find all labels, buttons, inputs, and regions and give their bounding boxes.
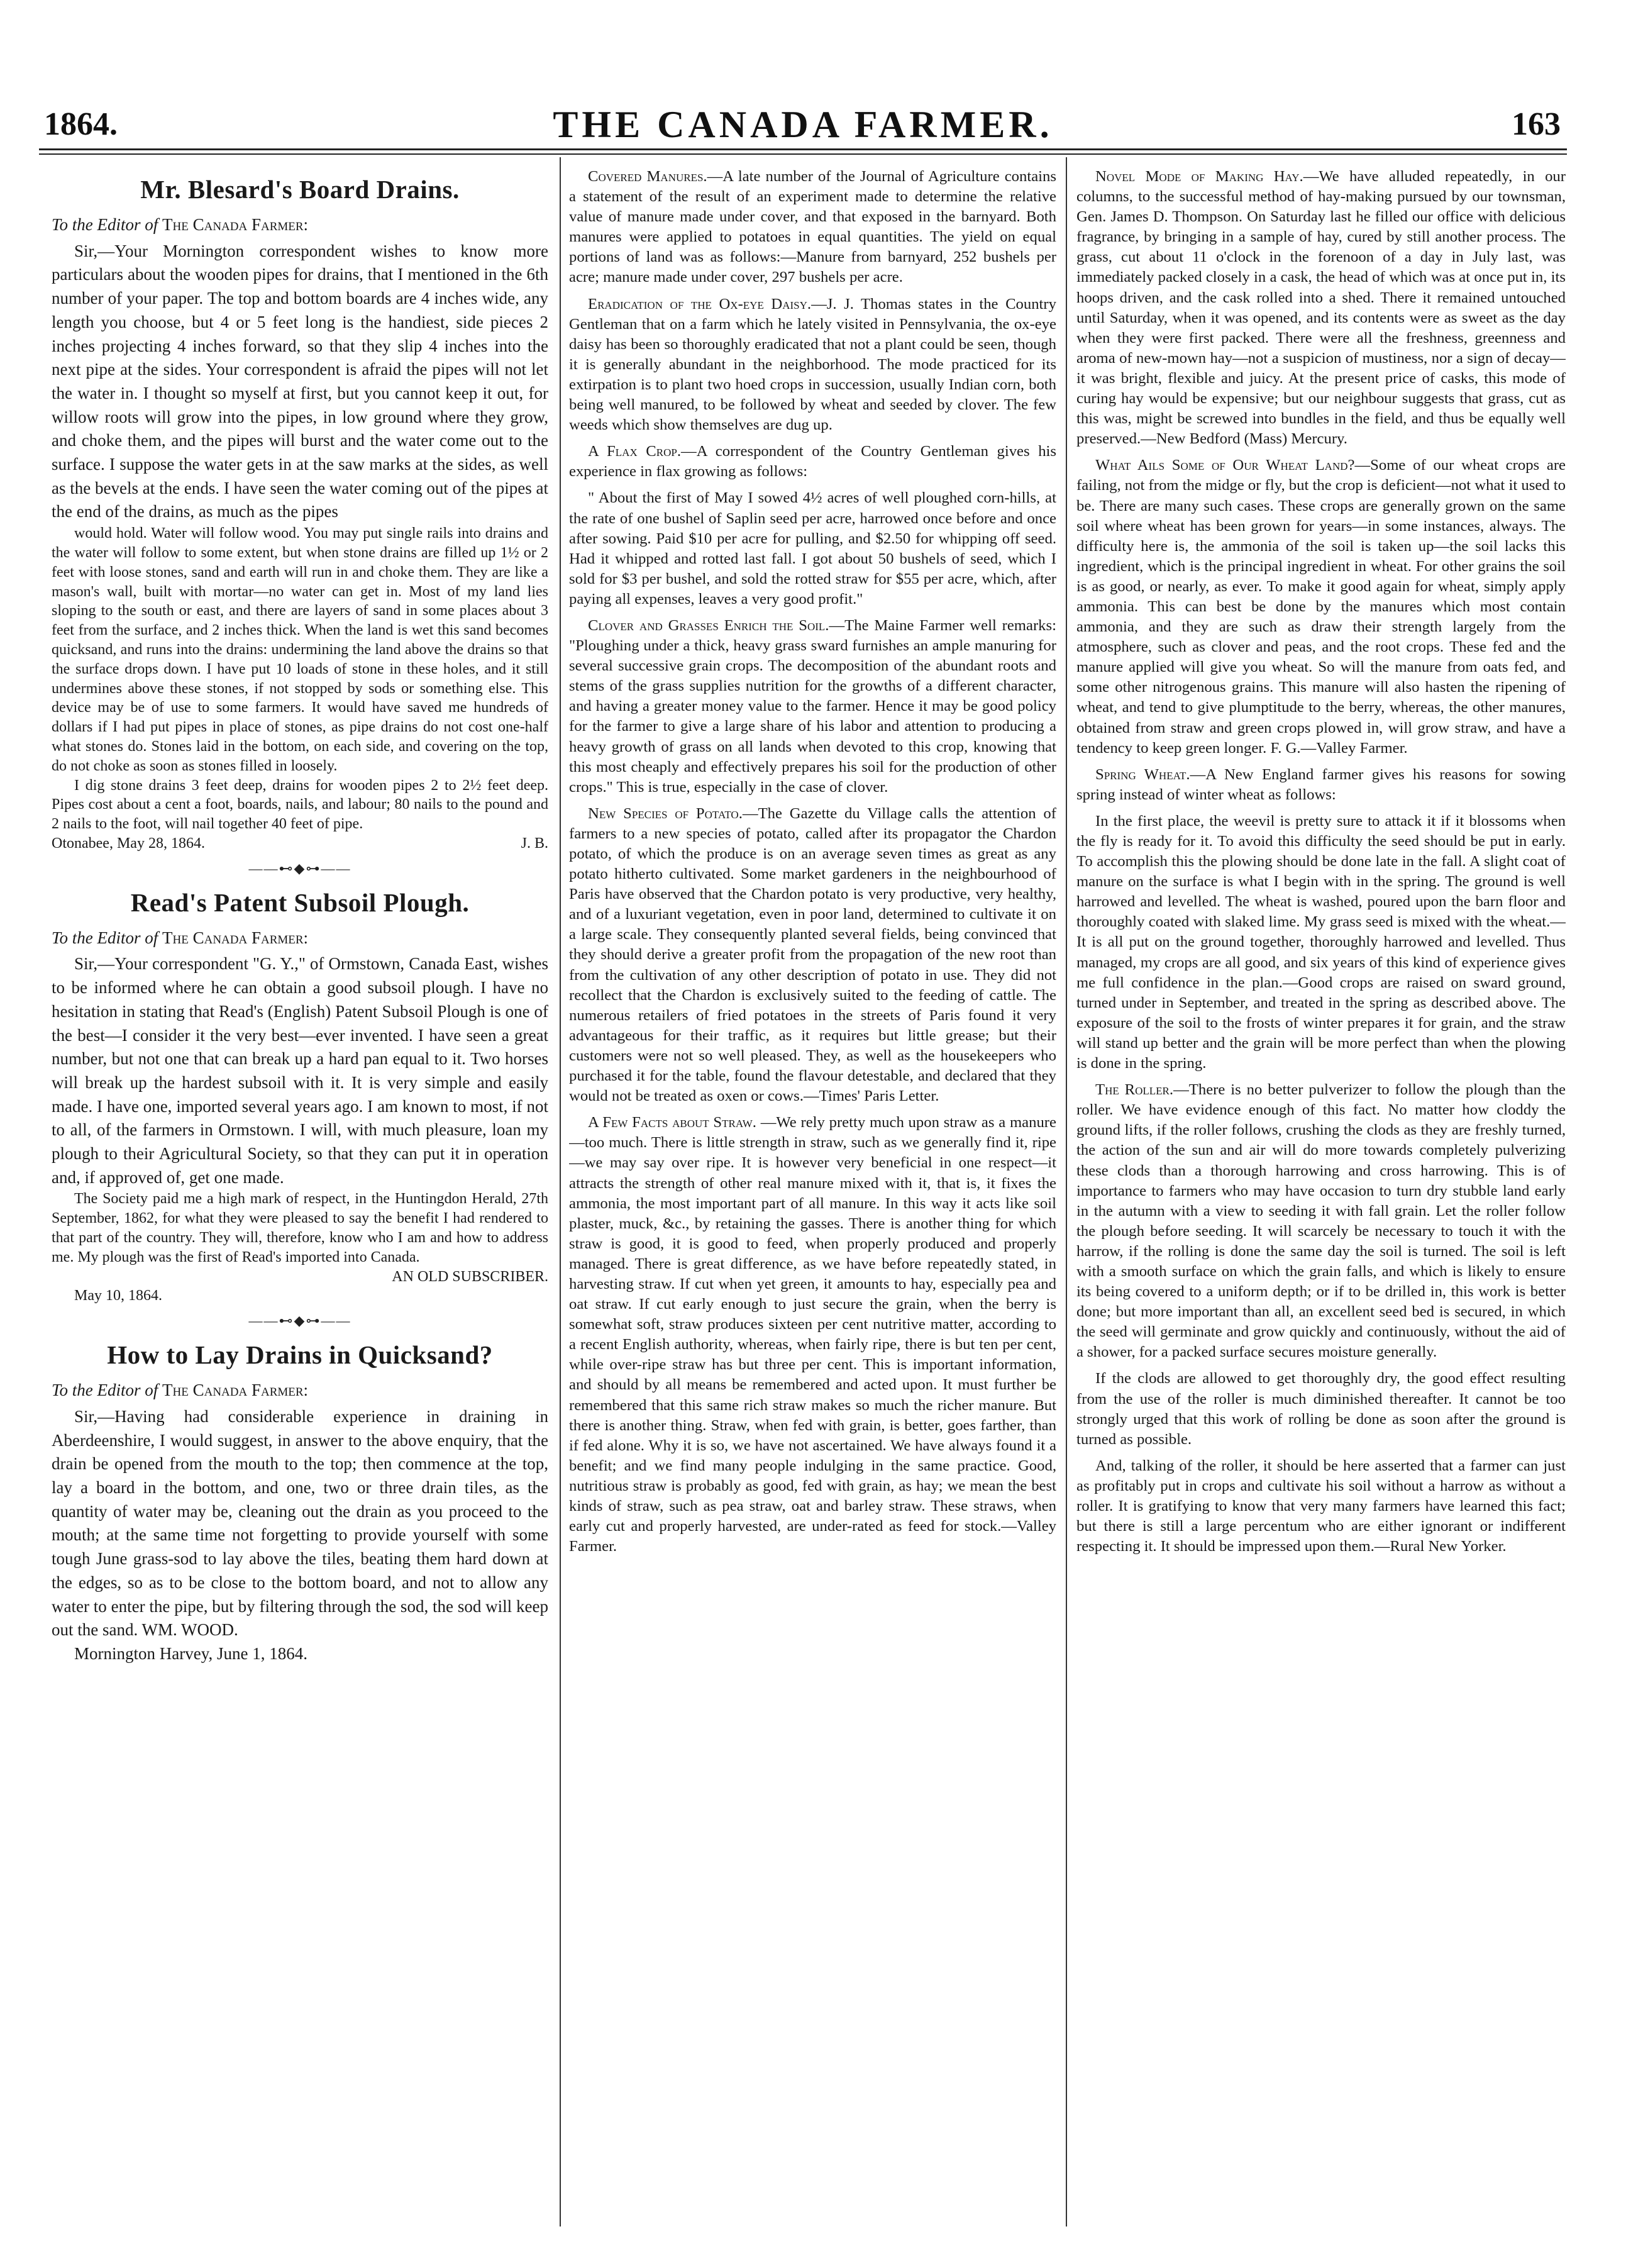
issue-year: 1864.	[44, 106, 118, 142]
paragraph: Sir,—Your Mornington correspondent wishes to know more particulars about the wooden pipes for drains, that I mentioned in the 6th number of your paper. The top and bottom boards are 4 inches wide, any length you choose, but 4 or 5 feet long is the handiest, side pieces 2 inches projecting 4 inches forward, so that they slip 4 inches into the next pipe at the sides. Your correspondent is afraid the pipes will not let the water in. I thought so myself at first, but you cannot keep it out, for willow roots will grow into the pipes, in low ground where they grow, and choke them, and the pipes will burst and the water come out to the surface. I suppose the water gets in at the saw marks at the sides, as well as the bevels at the ends. I have seen the water coming out of the pipes at the end of the drains, as much as the pipes	[52, 241, 548, 521]
article-heading: Read's Patent Subsoil Plough.	[130, 887, 470, 917]
column-divider	[560, 157, 561, 2226]
column-divider	[1066, 157, 1067, 2226]
paragraph: And, talking of the roller, it should be here asserted that a farmer can just as profitably put in crops and cultivate his soil without a harrow as without a roller. It is gratifying to know that very many farmers have learned this fact; but there is still a large percentum who are either ignorant or indifferent respecting it. It should be impressed upon them.—Rural New Yorker.	[1076, 1457, 1566, 1555]
paragraph: Sir,—Having had considerable experience in draining in Aberdeenshire, I would suggest, in answer to the above enquiry, that the drain be opened from the mouth to the top; then commence at the top, lay a board in the bottom, and one, two or three drain tiles, as the quantity of water may be, cleaning out the drain as you proceed to the mouth; at the same time not forgetting to provide yourself with some tough June grass-sod to lay above the tiles, beating them hard down at the edges, so as to be close to the bottom board, and not to allow any water to enter the pipe, but by filtering through the sod, the sod will keep out the sand. WM. WOOD.	[52, 1406, 548, 1640]
header-rule-thick	[39, 148, 1567, 150]
paragraph: New Species of Potato.—The Gazette du Village calls the attention of farmers to a new species of potato, called after its propagator the Chardon potato, of which the produce is on an average seven times as great as any potato hitherto cultivated. Some market gardeners in the neighbourhood of Paris have observed that the Chardon potato is very productive, very healthy, and of a luxuriant vegetation, even in poor land, determined to cultivate it on a large scale. They consequently planted several fields, being convinced that they should derive a greater profit from the propagation of the new root than from the cultivation of any other description of potato in use. They did not recollect that the Chardon is exclusively suited to the feeding of cattle. The numerous retailers of fried potatoes in the streets of Paris found it very advantageous for their traffic, as it requires but little grease; but their customers were not so well pleased. They, as well as the housekeepers who purchased it for the table, found the flavour detestable, and declared that they would not be treated as oxen or cows.—Times' Paris Letter.	[569, 804, 1056, 1105]
paragraph: Sir,—Your correspondent "G. Y.," of Ormstown, Canada East, wishes to be informed where he can obtain a good subsoil plough. I have no hesitation in stating that Read's (English) Patent Subsoil Plough is one of the best—I consider it the very best—ever invented. I have seen a great number, but not one that can break up a hard pan equal to it. Two horses will break up the hardest subsoil with it. It is very simple and easily made. I have one, imported several years ago. I am known to most, if not to all, of the farmers in Ormstown. I will, with much pleasure, loan my plough to their Agricultural Society, so that they can put it in operation and, if approved of, get one made.	[52, 954, 548, 1187]
ornament-divider: ——⊷◆⊶——	[248, 860, 351, 876]
paragraph: I dig stone drains 3 feet deep, drains for wooden pipes 2 to 2½ feet deep. Pipes cost about a cent a foot, boards, nails, and labour; 80 nails to the pound and 2 nails to the foot, will nail together 40 feet of pipe.	[52, 777, 548, 833]
letter-salutation: To the Editor of The Canada Farmer:	[52, 1381, 309, 1400]
paragraph: Clover and Grasses Enrich the Soil.—The Maine Farmer well remarks: "Ploughing under a thick, heavy grass sward furnishes an ample manuring for several successive grain crops. The decomposition of the abundant roots and stems of the grass supplies nutrition for the growths of a different character, and having a greater money value to the farmer. Hence it may be good policy for the farmer to give a large share of his labor and attention to producing a heavy growth of grass on all lands when devoted to this crop, knowing that this most cheaply and effectively prepares his soil for the production of other crops." This is true, especially in the case of clover.	[569, 616, 1056, 796]
signature-line: Otonabee, May 28, 1864. J. B.	[52, 835, 548, 852]
article-heading: Mr. Blesard's Board Drains.	[140, 175, 460, 204]
paragraph: Novel Mode of Making Hay.—We have alluded repeatedly, in our columns, to the successful method of hay-making pursued by our townsman, Gen. James D. Thompson. On Saturday last he filled our office with delicious fragrance, by bringing in a sample of hay, cured by still another process. The grass, cut about 11 o'clock in the forenoon of a day in July last, was immediately packed closely in a cask, the head of which was at once put in, its hoops driven, and the cask rolled into a shed. There it remained untouched until Saturday, when it was opened, and its contents were as sweet as the day when they were first packed. There were all the freshness, greenness and aroma of new-mown hay—not a suspicion of mustiness, nor a sign of decay—it was bright, flexible and juicy. At the present price of casks, this mode of curing hay would be expensive; but our neighbour suggests that grass, cut as this was, might be screwed into bundles in the field, and thus be equally well preserved.—New Bedford (Mass) Mercury.	[1076, 168, 1566, 448]
article-heading: How to Lay Drains in Quicksand?	[107, 1340, 493, 1370]
quoted-passage: " About the first of May I sowed 4½ acres of well ploughed corn-hills, at the rate of one bushel of Saplin seed per acre, harrowed once before and once after sowing. Paid $10 per acre for pulling, and $2.50 for whipping off seed. Had it whipped and rotted last fall. I got about 50 bushels of seed, which I sold for $3 per bushel, and sold the rotted straw for $55 per acre, which, after paying all expenses, leaves a very good profit."	[569, 489, 1056, 608]
paragraph: A Few Facts about Straw. —We rely pretty much upon straw as a manure—too much. There is little strength in straw, such as we generally find it, ripe—we may say over ripe. It is however very beneficial in one respect—it attracts the strength of other real manure mixed with it, that is, it fixes the ammonia, the most important part of all manure. In this way it acts like soil plaster, muck, &c., by retaining the gasses. There is another thing for which straw is good, it is good to feed, when properly produced and properly managed. There is great difference, as we have before repeatedly stated, in harvesting straw. If cut when yet green, it amounts to hay, especially pea and oat straw. If cut early enough to just secure the grain, when the berry is somewhat soft, straw produces sixteen per cent nutritive matter, according to a recent English authority, whereas, when fairly ripe, there is but ten per cent, while over-ripe straw has but three per cent. This is important information, and should by all means be remembered and acted upon. It must further be remembered that this same rich straw makes so much the richer manure. But there is another thing. Straw, when fed with grain, is better, goes farther, than if fed alone. Why it is so, we have not ascertained. We have always found it a benefit; and we find many people indulging in the same practice. Good, nutritious straw is probably as good, fed with grain, as hay; we mean the best kinds of straw, such as pea straw, oat and barley straw. These straws, when early cut and properly harvested, are under-rated as feed for stock.—Valley Farmer.	[569, 1114, 1056, 1555]
letter-salutation: To the Editor of The Canada Farmer:	[52, 215, 309, 234]
column-2	[569, 167, 1056, 2217]
dateline: May 10, 1864.	[74, 1287, 162, 1304]
ornament-divider: ——⊷◆⊶——	[248, 1313, 351, 1329]
paragraph: The Roller.—There is no better pulverizer to follow the plough than the roller. We have evidence enough of this fact. No matter how cloddy the ground lifts, if the roller follows, crushing the clods as they are freshly turned, the action of the sun and air will do more towards completely pulverizing these clods than a thorough harrowing and cross harrowing. This is of importance to farmers who may have occasion to turn dry stubble land early in the autumn with a view to seeding it with fall grain. Let the roller follow the plough before seeding. It will scarcely be necessary to touch it with the harrow, if the rolling is done the same day the soil is turned. The soil is left with a smooth surface on which the grain falls, and which is likely to ensure its being covered to a uniform depth; or if to be drilled in, this work is better done; but more important than all, an excellent seed bed is secured, in which the seed will germinate and grow quickly and continuously, without the aid of a shower, for a packed surface secures moisture generally.	[1076, 1081, 1566, 1361]
letter-salutation: To the Editor of The Canada Farmer:	[52, 928, 309, 947]
paragraph: If the clods are allowed to get thoroughly dry, the good effect resulting from the use of the roller is much diminished thereafter. It cannot be too strongly urged that this work of rolling be done as soon after the ground is turned as possible.	[1076, 1370, 1566, 1448]
paragraph: The Society paid me a high mark of respect, in the Huntingdon Herald, 27th September, 1862, for what they were pleased to say the benefit I had rendered to that part of the country. They will, therefore, know who I am and how to address me. My plough was the first of Read's imported into Canada.	[52, 1191, 548, 1265]
page-header	[39, 104, 1567, 145]
masthead-title: THE CANADA FARMER.	[553, 104, 1053, 145]
quoted-passage: In the first place, the weevil is pretty sure to attack it if it blossoms when the fly is ready for it. To avoid this difficulty the seed should be put in early. To accomplish this the plowing should be done late in the fall. A slight coat of manure on the surface is what I begin with in the spring. The ground is well harrowed and levelled. The wheat is washed, poured upon the barn floor and thoroughly coated with slaked lime. My grass seed is mixed with the wheat.—It is all put on the ground together, thoroughly harrowed and levelled. Thus managed, my crops are all good, and six years of this kind of experience gives me full confidence in the plan.—Good crops are raised on sward ground, turned under in September, and treated in the spring as described above. The exposure of the soil to the frosts of winter prepares it for grain, and the straw will stand up better and the grain will be more perfect than when the plowing is done in the spring.	[1076, 812, 1566, 1072]
paragraph: Spring Wheat.—A New England farmer gives his reasons for sowing spring instead of winter wheat as follows:	[1076, 765, 1566, 803]
paragraph: What Ails Some of Our Wheat Land?—Some of our wheat crops are failing, not from the midge or fly, but the crop is deficient—not what it used to be. There are many such cases. These crops are generally grown on the same soil where wheat has been grown for years—in some instances, always. The difficulty here is, the ammonia of the soil is taken up—the soil lacks this ingredient, which is the principal ingredient in wheat. For other grains the soil is as good, or nearly, as ever. To make it good again for wheat, simply apply ammonia. This can best be done by the manures which most contain ammonia, and they are such as draw their strength largely from the atmosphere, such as clover and peas, and the root crops. These fed and the manure applied will give you wheat. So will the manure from oats fed, and some other nitrogenous grains. This manure will also hasten the ripening of wheat, and tend to give plumptitude to the berry, whereas, the other manures, obtained from straw and green crops plowed in, will grow straw, and have a tendency to keep green longer. F. G.—Valley Farmer.	[1076, 457, 1566, 757]
paragraph: A Flax Crop.—A correspondent of the Country Gentleman gives his experience in flax growing as follows:	[569, 443, 1056, 481]
paragraph: Eradication of the Ox-eye Daisy.—J. J. Thomas states in the Country Gentleman that on a farm which he lately visited in Pennsylvania, the ox-eye daisy has been so thoroughly eradicated that not a plant could be seen, though it is generally abundant in the neighborhood. The mode practiced for its extirpation is to plant two hoed crops in succession, usually Indian corn, both being well manured, to be followed by wheat and seeded by clover. The few weeds which show themselves are dug up.	[569, 295, 1056, 434]
column-1	[52, 167, 548, 2217]
signature-line: AN OLD SUBSCRIBER.	[392, 1268, 548, 1285]
paragraph: would hold. Water will follow wood. You may put single rails into drains and the water will follow to some extent, but when stone drains are filled up 1½ or 2 feet with loose stones, sand and earth will run in and choke them. They are like a mason's wall, built with mortar—no water can get in. Most of my land lies sloping to the south or east, and there are layers of sand in some places about 3 feet from the surface, and 2 inches thick. When the land is wet this sand becomes quicksand, and runs into the drains: undermining the land above the drains so that the surface drops down. I have put 10 loads of stone in these holes, and it still undermines above these stones, if not stopped by sods or something else. This device may be of use to some farmers. It would have saved me hundreds of dollars if I had put pipes in place of stones, as pipe drains do not cost one-half what stones do. Stones laid in the bottom, on each side, and covering on the top, do not choke as soon as stones filled in loosely.	[52, 525, 548, 774]
header-rule-thin	[39, 153, 1567, 155]
paragraph: Covered Manures.—A late number of the Journal of Agriculture contains a statement of the result of an experiment made to determine the relative value of manure made under cover, and that exposed in the barnyard. Both manures were applied to potatoes in equal quantities. The yield on equal portions of land was as follows:—Manure from barnyard, 252 bushels per acre; manure made under cover, 297 bushels per acre.	[569, 168, 1056, 286]
page-number: 163	[1512, 106, 1561, 142]
dateline: Mornington Harvey, June 1, 1864.	[74, 1643, 307, 1663]
column-3	[1076, 167, 1566, 2217]
